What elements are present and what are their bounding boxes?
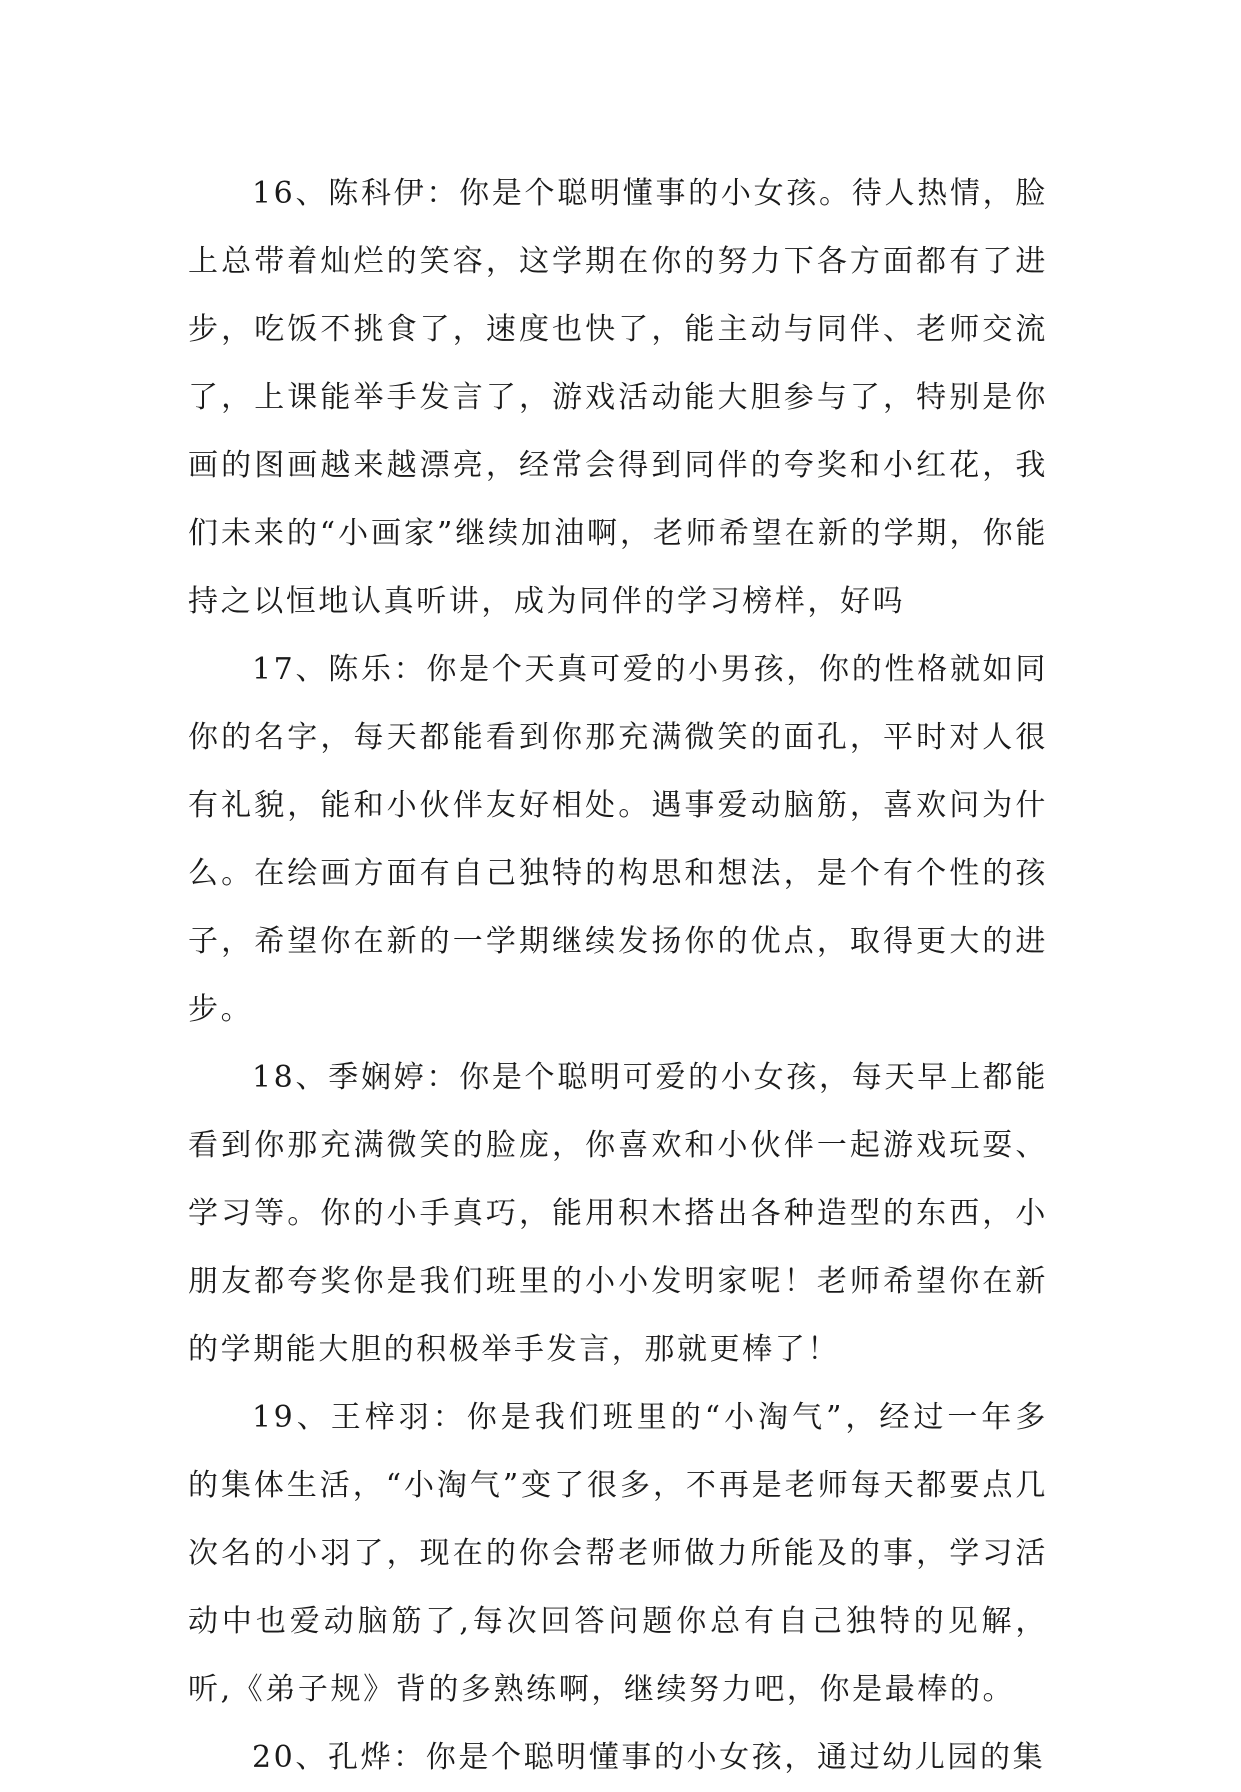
paragraph-19-wang-ziyu: 19、王梓羽：你是我们班里的“小淘气”，经过一年多的集体生活，“小淘气”变了很多，不再是老师每天都要点几次名的小羽了，现在的你会帮老师做力所能及的事，学习活动中也爱动脑筋了,每次回答问题你总有自己独特的见解，听,《弟子规》背的多熟练啊，继续努力吧，你是最棒的。 [188,1400,1048,1707]
paragraph-20-kong-ye: 20、孔烨：你是个聪明懂事的小女孩，通过幼儿园的集 [252,1740,1046,1775]
document-body [188,160,1048,1792]
paragraph-17-chen-le: 17、陈乐：你是个天真可爱的小男孩，你的性格就如同你的名字，每天都能看到你那充满微笑的面孔，平时对人很有礼貌，能和小伙伴友好相处。遇事爱动脑筋，喜欢问为什么。在绘画方面有自己独特的构思和想法，是个有个性的孩子，希望你在新的一学期继续发扬你的优点，取得更大的进步。 [188,652,1048,1027]
paragraph-16-chen-keyi: 16、陈科伊：你是个聪明懂事的小女孩。待人热情，脸上总带着灿烂的笑容，这学期在你的努力下各方面都有了进步，吃饭不挑食了，速度也快了，能主动与同伴、老师交流了，上课能举手发言了，游戏活动能大胆参与了，特别是你画的图画越来越漂亮，经常会得到同伴的夸奖和小红花，我们未来的“小画家”继续加油啊，老师希望在新的学期，你能持之以恒地认真听讲，成为同伴的学习榜样，好吗 [188,176,1048,619]
paragraph-18-ji-xianting: 18、季娴婷：你是个聪明可爱的小女孩，每天早上都能看到你那充满微笑的脸庞，你喜欢和小伙伴一起游戏玩耍、学习等。你的小手真巧，能用积木搭出各种造型的东西，小朋友都夸奖你是我们班里的小小发明家呢！老师希望你在新的学期能大胆的积极举手发言，那就更棒了！ [188,1060,1048,1367]
